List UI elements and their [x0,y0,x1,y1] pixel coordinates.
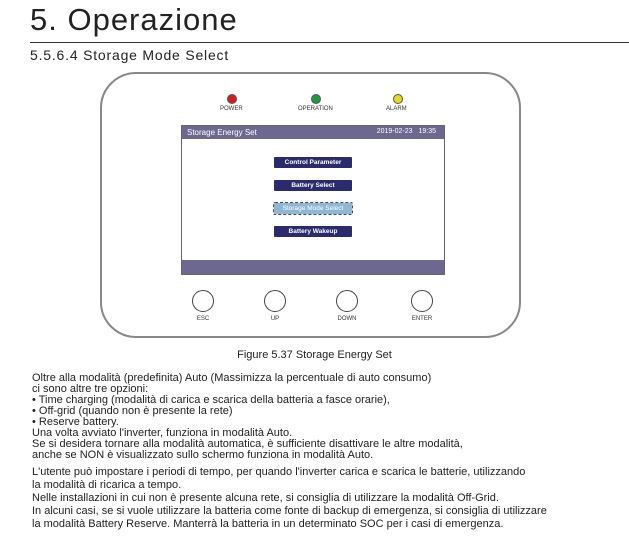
down-label: DOWN [337,316,357,322]
screen-datetime [377,128,436,135]
body-line: anche se NON è visualizzato sullo schermo funziona in modalità Auto. [32,449,374,461]
body-line: Oltre alla modalità (predefinita) Auto (Massimizza la percentuale di auto consumo) [32,372,432,384]
body-line: Una volta avviato l'inverter, funziona in modalità Auto. [32,427,293,439]
screen-title: Storage Energy Set [187,128,257,137]
up-label: UP [270,316,280,322]
body-paragraph-2 [32,466,547,531]
power-led-label: POWER [220,106,243,112]
up-button[interactable] [264,290,286,312]
body-line: Se si desidera tornare alla modalità automatica, è sufficiente disattivare le altre modalità, [32,438,463,450]
power-led-icon [227,94,237,104]
screen-header [182,126,444,139]
body-line: Nelle installazioni in cui non è presente alcuna rete, si consiglia di utilizzare la modalità Off-Grid. [32,492,499,504]
inverter-device-illustration [100,72,521,338]
down-button[interactable] [336,290,358,312]
screen-time: 19:35 [418,128,436,135]
body-line: • Off-grid (quando non è presente la rete) [32,405,233,417]
body-line: • Time charging (modalità di carica e scarica della batteria a fasce orarie), [32,394,390,406]
menu-storage-mode-select[interactable]: Storage Mode Select [274,203,352,214]
lcd-screen [181,125,445,275]
page-title: 5. Operazione [30,2,238,37]
menu-battery-select[interactable]: Battery Select [274,180,352,191]
body-line: la modalità di ricarica a tempo. [32,479,182,491]
body-paragraph-1 [32,373,463,461]
body-line: L'utente può impostare i periodi di tempo, per quando l'inverter carica e scarica le batterie, utilizzando [32,466,526,478]
screen-footer [182,260,444,274]
body-line: ci sono altre tre opzioni: [32,383,149,395]
screen-date: 2019-02-23 [376,128,413,135]
section-heading: 5.5.6.4 Storage Mode Select [30,47,230,63]
enter-label: ENTER [411,316,433,322]
operation-led-label: OPERATION [298,106,333,112]
body-line: In alcuni casi, se si vuole utilizzare la batteria come fonte di backup di emergenza, si consiglia di utilizzare [32,505,547,517]
title-divider [30,42,629,43]
body-line: • Reserve battery. [32,416,119,428]
esc-button[interactable] [192,290,214,312]
alarm-led-label: ALARM [386,106,407,112]
enter-button[interactable] [411,290,433,312]
menu-control-parameter[interactable]: Control Parameter [274,157,352,168]
menu-battery-wakeup[interactable]: Battery Wakeup [274,226,352,237]
esc-label: ESC [196,316,210,322]
figure-caption: Figure 5.37 Storage Energy Set [237,349,392,361]
operation-led-icon [311,94,321,104]
alarm-led-icon [393,94,403,104]
body-line: la modalità Battery Reserve. Manterrà la batteria in un determinato SOC per i casi di emergenza. [32,518,504,530]
